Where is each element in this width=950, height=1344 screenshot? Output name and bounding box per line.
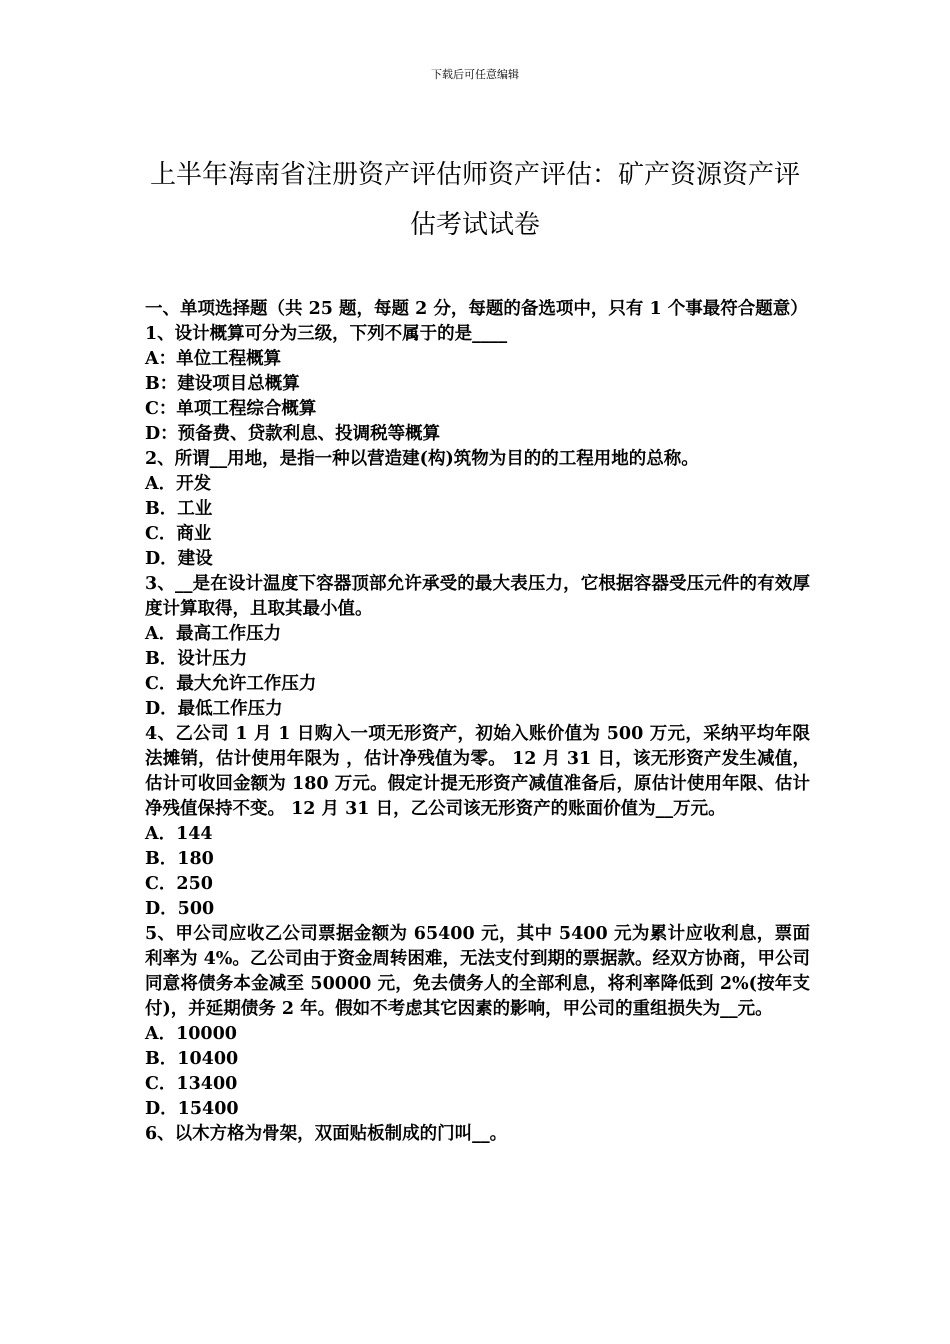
option-c: C．250 (145, 874, 213, 894)
option-list (145, 472, 810, 572)
option-a: A．最高工作压力 (145, 624, 282, 644)
question-text: 3、__是在设计温度下容器顶部允许承受的最大表压力，它根据容器受压元件的有效厚度计算取得，且取其最小值。 (145, 574, 810, 619)
option-a: A．10000 (145, 1024, 237, 1044)
question-text: 6、以木方格为骨架，双面贴板制成的门叫__。 (145, 1124, 508, 1144)
question-2 (145, 447, 810, 572)
question-text: 4、乙公司 1 月 1 日购入一项无形资产，初始入账价值为 500 万元，采纳平均年限法摊销，估计使用年限为 ，估计净残值为零。 12 月 31 日，该无形资产发生减值，估计可收回金额为 180 万元。假定计提无形资产减值准备后，原估计使用年限、估计净残值保持不变。 12 月 31 日，乙公司该无形资产的账面价值为__万元。 (145, 724, 810, 819)
exam-content (145, 297, 810, 1147)
option-c: C．商业 (145, 524, 212, 544)
option-c: C：单项工程综合概算 (145, 399, 317, 419)
question-text: 5、甲公司应收乙公司票据金额为 65400 元，其中 5400 元为累计应收利息，票面利率为 4%。乙公司由于资金周转困难，无法支付到期的票据款。经双方协商，甲公司同意将债务本金减至 50000 元，免去债务人的全部利息，将利率降低到 2%(按年支付)，并延期债务 2 年。假如不考虑其它因素的影响，甲公司的重组损失为__元。 (145, 924, 810, 1019)
option-d: D．500 (145, 899, 215, 919)
question-5 (145, 922, 810, 1122)
option-d: D．15400 (145, 1099, 239, 1119)
option-list (145, 822, 810, 922)
option-a: A．144 (145, 824, 213, 844)
option-list (145, 1022, 810, 1122)
option-list (145, 622, 810, 722)
question-text: 1、设计概算可分为三级，下列不属于的是____ (145, 324, 508, 344)
option-c: C．最大允许工作压力 (145, 674, 317, 694)
option-d: D．建设 (145, 549, 213, 569)
option-list (145, 347, 810, 447)
question-6 (145, 1122, 810, 1147)
option-b: B：建设项目总概算 (145, 374, 300, 394)
header-note: 下载后可任意编辑 (431, 68, 519, 81)
question-text: 2、所谓__用地，是指一种以营造建(构)筑物为目的的工程用地的总称。 (145, 449, 699, 469)
option-d: D：预备费、贷款利息、投调税等概算 (145, 424, 441, 444)
option-d: D．最低工作压力 (145, 699, 283, 719)
question-4 (145, 722, 810, 922)
option-a: A：单位工程概算 (145, 349, 282, 369)
section-heading: 一、单项选择题（共 25 题，每题 2 分，每题的备选项中，只有 1 个事最符合题意） (145, 299, 808, 319)
option-b: B．工业 (145, 499, 213, 519)
document-title: 上半年海南省注册资产评估师资产评估：矿产资源资产评估考试试卷 (150, 160, 801, 240)
option-b: B．10400 (145, 1049, 239, 1069)
option-a: A．开发 (145, 474, 212, 494)
option-b: B．设计压力 (145, 649, 248, 669)
option-c: C．13400 (145, 1074, 238, 1094)
question-3 (145, 572, 810, 722)
option-b: B．180 (145, 849, 214, 869)
question-1 (145, 322, 810, 447)
